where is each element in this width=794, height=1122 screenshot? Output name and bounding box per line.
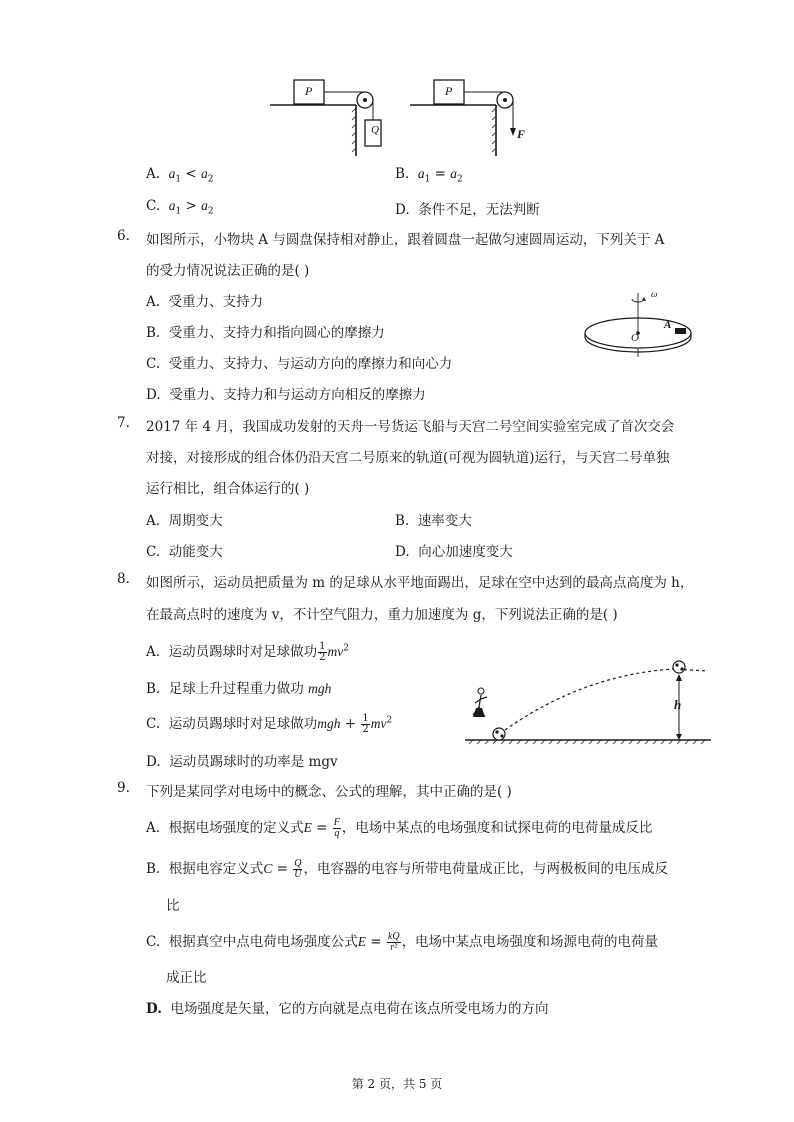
q7-stem-line2: 对接，对接形成的组合体仍沿天宫二号原来的轨道(可视为圆轨道)运行，与天宫二号单独 — [146, 450, 670, 466]
q9-number: 9. — [117, 780, 130, 796]
q8-option-c: C. 运动员踢球时对足球做功mgh + $\frac{1}{2}$ $mv^2$ — [146, 713, 393, 735]
q8-option-a: A. 运动员踢球时对足球做功 $\frac{1}{2}$ $mv^2$ — [146, 641, 349, 663]
q6-option-b: B. 受重力、支持力和指向圆心的摩擦力 — [146, 325, 385, 341]
q8-option-b: B. 足球上升过程重力做功 mgh — [146, 681, 332, 697]
q8-stem-line1: 如图所示，运动员把质量为 m 的足球从水平地面踢出，足球在空中达到的最高点高度为 h， — [146, 575, 694, 591]
q8-height-h-label: h — [674, 697, 682, 712]
q7-option-a: A. 周期变大 — [146, 513, 223, 529]
q6-option-a: A. 受重力、支持力 — [146, 294, 264, 310]
q9-option-c: C. 根据真空中点电荷电场强度公式E = $\frac{kQ}{\text{r²}}$ ，电场中某点电场强度和场源电荷的电荷量 — [146, 931, 659, 953]
q6-number: 6. — [117, 228, 130, 244]
q5-option-c: C. $a_1 > a_2$ — [146, 198, 214, 217]
q9-option-a: A. 根据电场强度的定义式E = $\frac{F}{q}$ ，电场中某点的电场强度和试探电荷的电荷量成反比 — [146, 817, 653, 839]
q5-left-block-q-label: Q — [371, 124, 379, 136]
q7-stem-line1: 2017 年 4 月，我国成功发射的天舟一号货运飞船与天宫二号空间实验室完成了首次交会 — [146, 419, 675, 435]
q6-option-c: C. 受重力、支持力、与运动方向的摩擦力和向心力 — [146, 356, 453, 372]
q9-option-c-continuation: 成正比 — [166, 970, 207, 986]
q7-option-d: D. 向心加速度变大 — [395, 544, 513, 560]
q6-block-a-label: A — [664, 319, 672, 331]
q5-option-a: A. $a_1 < a_2$ — [146, 166, 214, 185]
q5-left-figure — [268, 78, 388, 158]
q7-number: 7. — [117, 415, 130, 431]
q5-left-block-p-label: P — [305, 84, 313, 98]
q9-option-b: B. 根据电容定义式C = $\frac{Q}{U}$ ，电容器的电容与所带电荷量成正比，与两极板间的电压成反 — [146, 858, 668, 880]
q7-option-b: B. 速率变大 — [395, 513, 472, 529]
q5-force-f-label: F — [517, 127, 526, 141]
q8-number: 8. — [117, 571, 130, 587]
q5-right-figure — [408, 78, 528, 158]
q8-option-d: D. 运动员踢球时的功率是 mgv — [146, 754, 338, 770]
q6-stem-line2: 的受力情况说法正确的是( ) — [146, 263, 310, 279]
q6-stem-line1: 如图所示，小物块 A 与圆盘保持相对静止，跟着圆盘一起做匀速圆周运动，下列关于 A — [146, 232, 665, 248]
q5-option-d: D. 条件不足，无法判断 — [395, 202, 540, 218]
q6-rotating-disk-figure — [583, 285, 703, 360]
q9-stem-line1: 下列是某同学对电场中的概念、公式的理解，其中正确的是( ) — [146, 784, 512, 800]
q6-omega-label: ω — [651, 289, 658, 299]
q9-option-b-continuation: 比 — [166, 898, 180, 914]
q5-option-b: B. $a_1 = a_2$ — [395, 166, 463, 185]
q8-stem-line2: 在最高点时的速度为 v，不计空气阻力，重力加速度为 g，下列说法正确的是( ) — [146, 607, 618, 623]
q9-option-d: D. 电场强度是矢量，它的方向就是点电荷在该点所受电场力的方向 — [146, 1001, 549, 1017]
q6-option-d: D. 受重力、支持力和与运动方向相反的摩擦力 — [146, 387, 426, 403]
q6-center-o-label: O — [631, 332, 639, 344]
page-footer: 第 2 页，共 5 页 — [351, 1077, 443, 1091]
q7-stem-line3: 运行相比，组合体运行的( ) — [146, 481, 310, 497]
q7-option-c: C. 动能变大 — [146, 544, 223, 560]
q5-right-block-p-label: P — [445, 84, 453, 98]
